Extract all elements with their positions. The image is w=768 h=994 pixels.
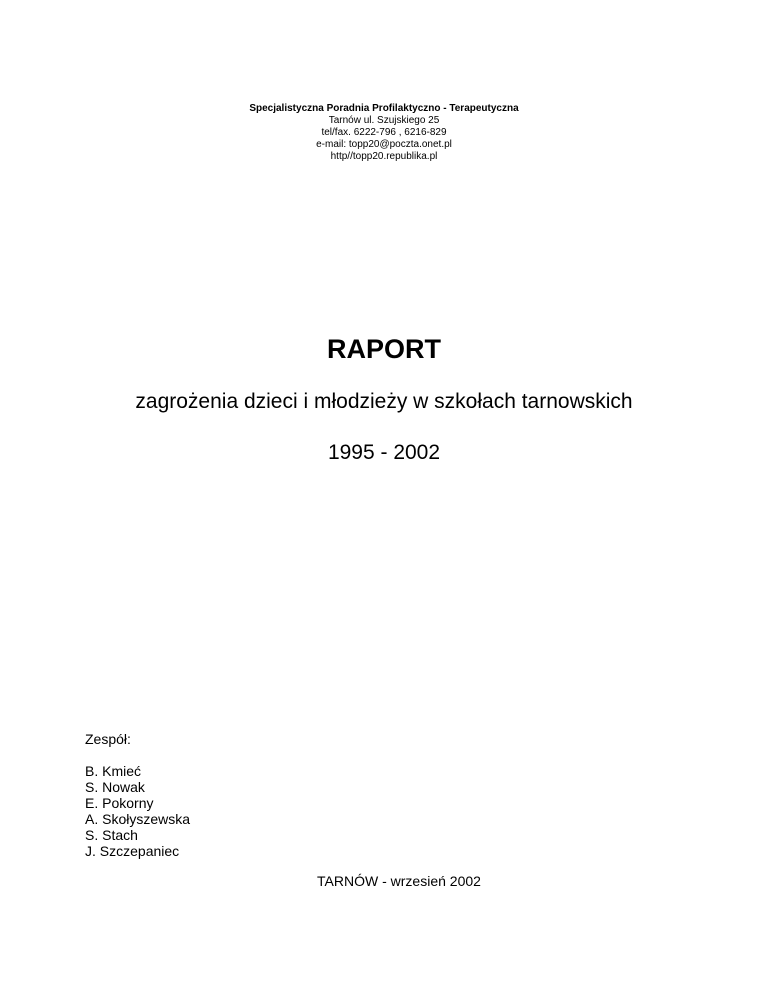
team-member: E. Pokorny bbox=[85, 795, 154, 811]
organization-address: Tarnów ul. Szujskiego 25 bbox=[328, 115, 440, 126]
team-member: S. Nowak bbox=[85, 779, 145, 795]
document-subtitle: zagrożenia dzieci i młodzieży w szkołach tarnowskich bbox=[135, 390, 633, 413]
organization-website: http//topp20.republika.pl bbox=[330, 151, 438, 162]
organization-phone: tel/fax. 6222-796 , 6216-829 bbox=[321, 127, 447, 138]
team-member: B. Kmieć bbox=[85, 763, 142, 779]
team-member: A. Skołyszewska bbox=[85, 811, 191, 827]
team-label: Zespół: bbox=[85, 731, 131, 747]
organization-name: Specjalistyczna Poradnia Profilaktyczno - Terapeutyczna bbox=[249, 103, 519, 114]
place-date-text: TARNÓW - wrzesień 2002 bbox=[317, 873, 481, 889]
team-section bbox=[85, 731, 190, 859]
organization-email: e-mail: topp20@poczta.onet.pl bbox=[316, 139, 452, 150]
place-and-date bbox=[0, 873, 768, 889]
report-years: 1995 - 2002 bbox=[327, 441, 441, 464]
team-member: J. Szczepaniec bbox=[85, 843, 180, 859]
document-title: RAPORT bbox=[327, 334, 441, 364]
team-member: S. Stach bbox=[85, 827, 138, 843]
letterhead bbox=[0, 103, 768, 163]
